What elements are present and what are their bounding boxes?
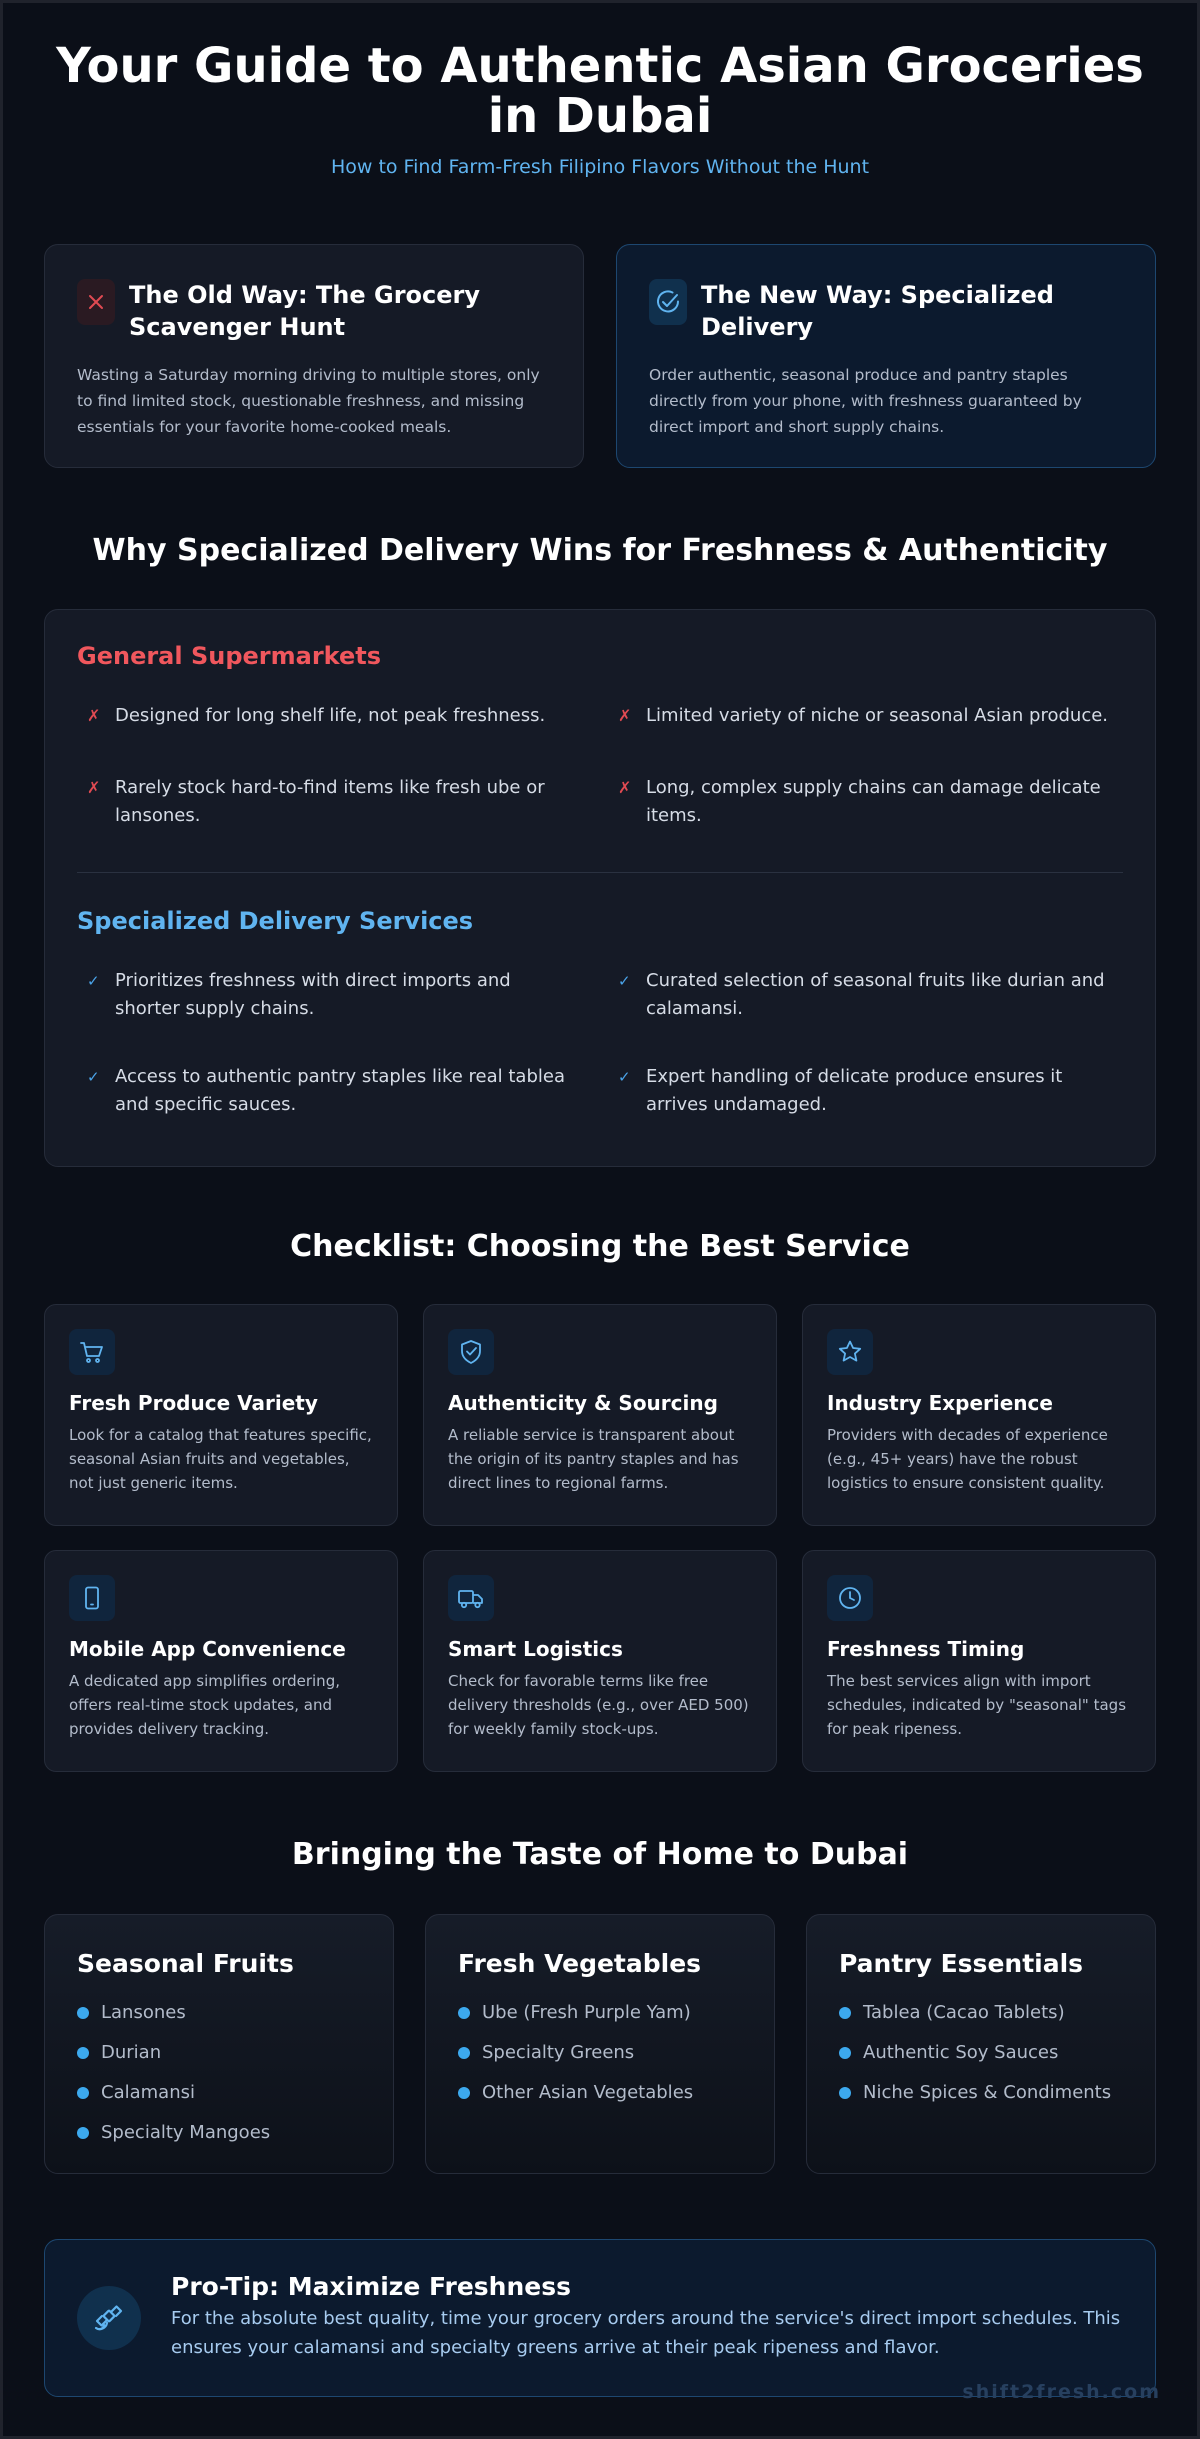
list-item: Niche Spices & Condiments bbox=[839, 2073, 1123, 2113]
checklist-card-title: Smart Logistics bbox=[448, 1637, 623, 1661]
why-comparison-box bbox=[44, 609, 1156, 1167]
specialized-point: ✓ Curated selection of seasonal fruits like durian and calamansi. bbox=[608, 967, 1108, 1023]
check-circle-icon bbox=[649, 279, 687, 325]
divider bbox=[77, 872, 1123, 873]
header bbox=[3, 3, 1197, 178]
pro-tip-title: Pro-Tip: Maximize Freshness bbox=[171, 2272, 571, 2301]
specialized-point: ✓ Access to authentic pantry staples like real tablea and specific sauces. bbox=[77, 1063, 577, 1119]
checklist-card-text: Providers with decades of experience (e.g., 45+ years) have the robust logistics to ensure consistent quality. bbox=[827, 1426, 1108, 1492]
list-item: Calamansi bbox=[77, 2073, 361, 2113]
specialized-point: ✓ Expert handling of delicate produce ensures it arrives undamaged. bbox=[608, 1063, 1108, 1119]
bullet-icon bbox=[839, 2007, 851, 2019]
category-list bbox=[839, 1993, 1123, 2113]
cross-mark-icon: ✗ bbox=[87, 778, 101, 797]
category-title: Pantry Essentials bbox=[839, 1949, 1084, 1978]
checklist-card bbox=[423, 1304, 777, 1526]
checklist-card-text: A reliable service is transparent about the origin of its pantry staples and has direct lines to regional farms. bbox=[448, 1426, 739, 1492]
old-way-card bbox=[44, 244, 584, 468]
category-title: Fresh Vegetables bbox=[458, 1949, 702, 1978]
supermarket-point: ✗ Designed for long shelf life, not peak freshness. bbox=[77, 702, 577, 730]
checklist-card-title: Mobile App Convenience bbox=[69, 1637, 346, 1661]
category-card bbox=[806, 1914, 1156, 2174]
pro-tip-box bbox=[44, 2239, 1156, 2397]
new-way-card bbox=[616, 244, 1156, 468]
check-mark-icon: ✓ bbox=[618, 972, 631, 990]
checklist-card-title: Freshness Timing bbox=[827, 1637, 1025, 1661]
shield-check-icon bbox=[448, 1329, 494, 1375]
check-mark-icon: ✓ bbox=[87, 972, 100, 990]
star-icon bbox=[827, 1329, 873, 1375]
checklist-card-title: Industry Experience bbox=[827, 1391, 1053, 1415]
checklist-title: Checklist: Choosing the Best Service bbox=[290, 1229, 910, 1264]
specialized-heading: Specialized Delivery Services bbox=[77, 907, 474, 935]
supermarket-point: ✗ Rarely stock hard-to-find items like fresh ube or lansones. bbox=[77, 774, 577, 830]
list-item: Other Asian Vegetables bbox=[458, 2073, 742, 2113]
checklist-card-text: Check for favorable terms like free delivery thresholds (e.g., over AED 500) for weekly family stock-ups. bbox=[448, 1672, 749, 1738]
check-mark-icon: ✓ bbox=[87, 1068, 100, 1086]
bullet-icon bbox=[839, 2047, 851, 2059]
checklist-card-text: The best services align with import schedules, indicated by "seasonal" tags for peak ripeness. bbox=[827, 1672, 1127, 1738]
taste-section-title: Bringing the Taste of Home to Dubai bbox=[291, 1837, 909, 1872]
category-card bbox=[44, 1914, 394, 2174]
bullet-icon bbox=[77, 2127, 89, 2139]
smartphone-icon bbox=[69, 1575, 115, 1621]
new-way-text: Order authentic, seasonal produce and pantry staples directly from your phone, with freshness guaranteed by direct import and short supply chains. bbox=[649, 366, 1082, 436]
supermarkets-heading: General Supermarkets bbox=[77, 642, 382, 670]
page bbox=[3, 3, 1197, 2436]
category-title: Seasonal Fruits bbox=[77, 1949, 294, 1978]
comparison-section bbox=[44, 244, 1156, 468]
list-item: Durian bbox=[77, 2033, 361, 2073]
category-list bbox=[458, 1993, 742, 2113]
bullet-icon bbox=[77, 2087, 89, 2099]
page-title: Your Guide to Authentic Asian Groceries in Dubai bbox=[56, 38, 1144, 144]
new-way-title: The New Way: Specialized Delivery bbox=[701, 281, 1054, 341]
list-item: Specialty Mangoes bbox=[77, 2113, 361, 2153]
clock-icon bbox=[827, 1575, 873, 1621]
category-card bbox=[425, 1914, 775, 2174]
checklist-card bbox=[423, 1550, 777, 1772]
bullet-icon bbox=[77, 2047, 89, 2059]
page-subtitle: How to Find Farm-Fresh Filipino Flavors Without the Hunt bbox=[330, 156, 870, 178]
checklist-card-text: Look for a catalog that features specific, seasonal Asian fruits and vegetables, not just generic items. bbox=[69, 1426, 372, 1492]
supermarket-point: ✗ Limited variety of niche or seasonal Asian produce. bbox=[608, 702, 1108, 730]
checklist-card bbox=[802, 1304, 1156, 1526]
specialized-point: ✓ Prioritizes freshness with direct imports and shorter supply chains. bbox=[77, 967, 577, 1023]
bullet-icon bbox=[458, 2047, 470, 2059]
supermarket-point: ✗ Long, complex supply chains can damage delicate items. bbox=[608, 774, 1108, 830]
pro-tip-text: For the absolute best quality, time your grocery orders around the service's direct import schedules. This ensures your calamansi and specialty greens arrive at their peak ripeness and flavor. bbox=[171, 2308, 1121, 2358]
watermark: shift2fresh.com bbox=[962, 2381, 1161, 2403]
bullet-icon bbox=[458, 2007, 470, 2019]
checklist-card bbox=[44, 1550, 398, 1772]
list-item: Authentic Soy Sauces bbox=[839, 2033, 1123, 2073]
list-item: Specialty Greens bbox=[458, 2033, 742, 2073]
checklist-card-text: A dedicated app simplifies ordering, offers real-time stock updates, and provides delivery tracking. bbox=[69, 1672, 340, 1738]
checklist-card bbox=[44, 1304, 398, 1526]
cross-mark-icon: ✗ bbox=[618, 706, 632, 725]
bullet-icon bbox=[77, 2007, 89, 2019]
list-item: Lansones bbox=[77, 1993, 361, 2033]
checklist-card-title: Fresh Produce Variety bbox=[69, 1391, 318, 1415]
satellite-icon bbox=[77, 2286, 141, 2350]
shopping-cart-icon bbox=[69, 1329, 115, 1375]
list-item: Tablea (Cacao Tablets) bbox=[839, 1993, 1123, 2033]
bullet-icon bbox=[458, 2087, 470, 2099]
why-section-title: Why Specialized Delivery Wins for Freshness & Authenticity bbox=[92, 533, 1108, 568]
checklist-card-title: Authenticity & Sourcing bbox=[448, 1391, 718, 1415]
old-way-title: The Old Way: The Grocery Scavenger Hunt bbox=[129, 281, 481, 341]
cross-mark-icon: ✗ bbox=[618, 778, 632, 797]
checklist-card bbox=[802, 1550, 1156, 1772]
list-item: Ube (Fresh Purple Yam) bbox=[458, 1993, 742, 2033]
category-list bbox=[77, 1993, 361, 2153]
x-icon bbox=[77, 279, 115, 325]
bullet-icon bbox=[839, 2087, 851, 2099]
old-way-text: Wasting a Saturday morning driving to multiple stores, only to find limited stock, questionable freshness, and missing essentials for your favorite home-cooked meals. bbox=[77, 366, 540, 436]
cross-mark-icon: ✗ bbox=[87, 706, 101, 725]
check-mark-icon: ✓ bbox=[618, 1068, 631, 1086]
truck-icon bbox=[448, 1575, 494, 1621]
